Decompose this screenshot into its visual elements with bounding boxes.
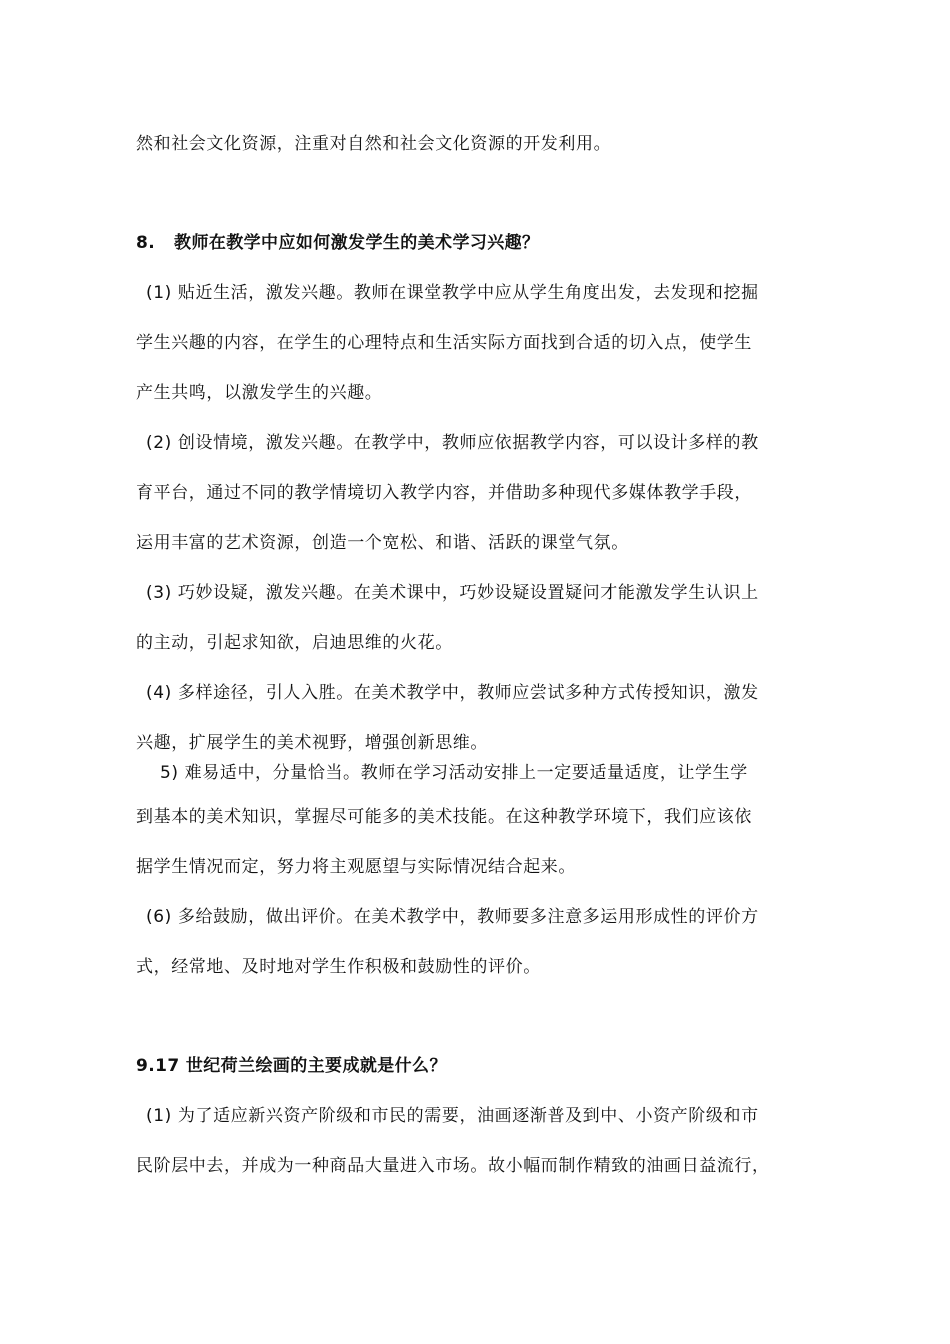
paragraph-line: (6) 多给鼓励，做出评价。在美术教学中，教师要多注意多运用形成性的评价方 xyxy=(146,907,759,927)
paragraph-line: 式，经常地、及时地对学生作积极和鼓励性的评价。 xyxy=(136,957,541,977)
paragraph-line: (1) 为了适应新兴资产阶级和市民的需要，油画逐渐普及到中、小资产阶级和市 xyxy=(146,1106,759,1126)
paragraph-line: (4) 多样途径，引人入胜。在美术教学中，教师应尝试多种方式传授知识，激发 xyxy=(146,683,759,703)
paragraph-line: (1) 贴近生活，激发兴趣。教师在课堂教学中应从学生角度出发，去发现和挖掘 xyxy=(146,283,759,303)
paragraph-line: (2) 创设情境，激发兴趣。在教学中，教师应依据教学内容，可以设计多样的教 xyxy=(146,433,759,453)
paragraph-line: 5) 难易适中，分量恰当。教师在学习活动安排上一定要适量适度，让学生学 xyxy=(160,763,748,783)
paragraph-line: 兴趣，扩展学生的美术视野，增强创新思维。 xyxy=(136,733,488,753)
paragraph-line: 据学生情况而定，努力将主观愿望与实际情况结合起来。 xyxy=(136,857,576,877)
paragraph-line: 学生兴趣的内容，在学生的心理特点和生活实际方面找到合适的切入点，使学生 xyxy=(136,333,752,353)
question-heading-8: 8. 教师在教学中应如何激发学生的美术学习兴趣？ xyxy=(136,233,540,253)
paragraph-line: 然和社会文化资源，注重对自然和社会文化资源的开发利用。 xyxy=(136,134,612,154)
paragraph-line: 运用丰富的艺术资源，创造一个宽松、和谐、活跃的课堂气氛。 xyxy=(136,533,629,553)
paragraph-line: 育平台，通过不同的教学情境切入教学内容，并借助多种现代多媒体教学手段， xyxy=(136,483,752,503)
paragraph-line: 到基本的美术知识，掌握尽可能多的美术技能。在这种教学环境下，我们应该依 xyxy=(136,807,752,827)
paragraph-line: 民阶层中去，并成为一种商品大量进入市场。故小幅而制作精致的油画日益流行， xyxy=(136,1156,770,1176)
paragraph-line: (3) 巧妙设疑，激发兴趣。在美术课中，巧妙设疑设置疑问才能激发学生认识上 xyxy=(146,583,759,603)
paragraph-line: 产生共鸣，以激发学生的兴趣。 xyxy=(136,383,383,403)
question-heading-9: 9.17 世纪荷兰绘画的主要成就是什么？ xyxy=(136,1056,447,1076)
paragraph-line: 的主动，引起求知欲，启迪思维的火花。 xyxy=(136,633,453,653)
